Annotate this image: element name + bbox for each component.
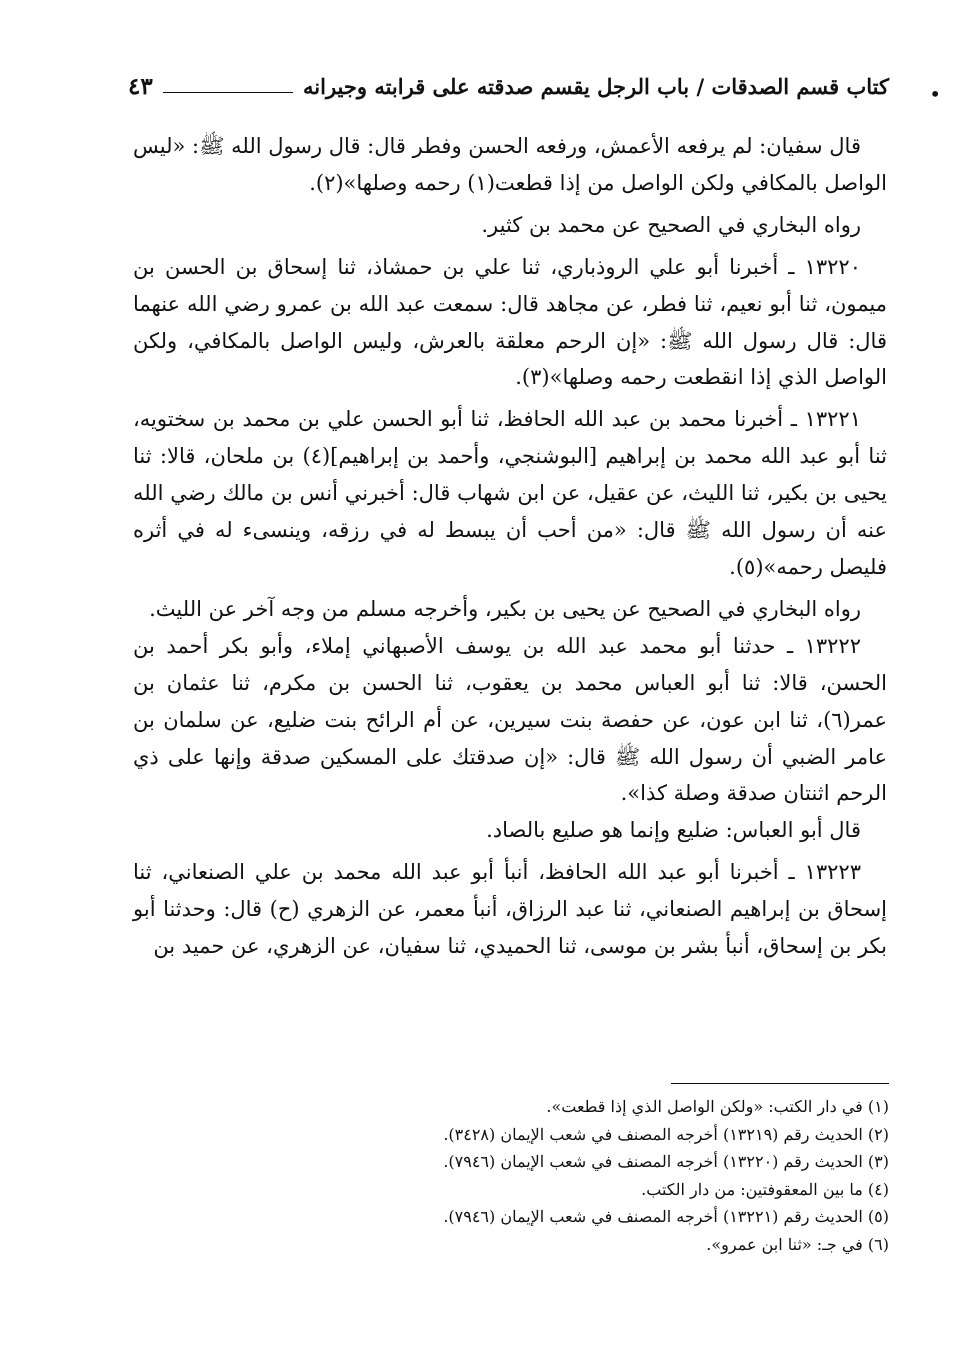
paragraph: رواه البخاري في الصحيح عن محمد بن كثير. [481,212,861,237]
footnotes [133,1093,889,1258]
paragraph: قال سفيان: لم يرفعه الأعمش، ورفعه الحسن وفطر قال: قال رسول الله ﷺ: «ليس الواصل بالمكافي ولكن الواصل من إذا قطعت(١) رحمه وصلها»(٢). [133,134,887,195]
main-text [133,128,887,970]
margin-mark: • [929,82,941,106]
paragraph: ١٣٢٢٠ ـ أخبرنا أبو علي الروذباري، ثنا علي بن حمشاذ، ثنا إسحاق بن الحسن بن ميمون، ثنا أبو نعيم، ثنا فطر، عن مجاهد قال: سمعت عبد الله بن عمرو رضي الله عنهما قال: قال رسول الله ﷺ: «إن الرحم معلقة بالعرش، وليس الواصل بالمكافي، ولكن الواصل الذي إذا انقطعت رحمه وصلها»(٣). [133,254,887,390]
paragraph: ١٣٢٢٣ ـ أخبرنا أبو عبد الله الحافظ، أنبأ أبو عبد الله محمد بن علي الصنعاني، ثنا إسحاق بن إبراهيم الصنعاني، ثنا عبد الرزاق، أنبأ معمر، عن الزهري (ح) قال: وحدثنا أبو بكر بن إسحاق، أنبأ بشر بن موسى، ثنا الحميدي، ثنا سفيان، عن الزهري، عن حميد بن [133,860,887,959]
header-rule [163,92,293,93]
footnote: (٥) الحديث رقم (١٣٢٢١) أخرجه المصنف في شعب الإيمان (٧٩٤٦). [443,1207,889,1226]
page-number: ٤٣ [128,72,153,100]
paragraph: قال أبو العباس: ضليع وإنما هو صليع بالصاد. [486,818,861,843]
footnote: (٦) في جـ: «ثنا ابن عمرو». [706,1234,889,1254]
footnote: (١) في دار الكتب: «ولكن الواصل الذي إذا قطعت». [546,1097,889,1116]
footnote-separator [671,1083,889,1084]
paragraph: ١٣٢٢٢ ـ حدثنا أبو محمد عبد الله بن يوسف الأصبهاني إملاء، وأبو بكر أحمد بن الحسن، قالا: ثنا أبو العباس محمد بن يعقوب، ثنا الحسن بن مكرم، ثنا عثمان بن عمر(٦)، ثنا ابن عون، عن حفصة بنت سيرين، عن أم الرائح بنت ضليع، عن سلمان بن عامر الضبي أن رسول الله ﷺ قال: «إن صدقتك على المسكين صدقة وإنها على ذي الرحم اثنتان صدقة وصلة كذا». [133,633,887,806]
paragraph: ١٣٢٢١ ـ أخبرنا محمد بن عبد الله الحافظ، ثنا أبو الحسن علي بن محمد بن سختويه، ثنا أبو عبد الله محمد بن إبراهيم [البوشنجي، وأحمد بن إبراهيم](٤) بن ملحان، قالا: ثنا يحيى بن بكير، ثنا الليث، عن عقيل، عن ابن شهاب قال: أخبرني أنس بن مالك رضي الله عنه أن رسول الله ﷺ قال: «من أحب أن يبسط له في رزقه، وينسىء له في أثره فليصل رحمه»(٥). [133,407,887,579]
chapter-title: كتاب قسم الصدقات / باب الرجل يقسم صدقته على قرابته وجيرانه [303,73,889,99]
paragraph: رواه البخاري في الصحيح عن يحيى بن بكير، وأخرجه مسلم من وجه آخر عن الليث. [149,596,861,621]
footnote: (٢) الحديث رقم (١٣٢١٩) أخرجه المصنف في شعب الإيمان (٣٤٢٨). [443,1124,889,1144]
running-header [128,66,889,106]
footnote: (٤) ما بين المعقوفتين: من دار الكتب. [641,1179,889,1199]
footnote: (٣) الحديث رقم (١٣٢٢٠) أخرجه المصنف في شعب الإيمان (٧٩٤٦). [443,1152,889,1171]
